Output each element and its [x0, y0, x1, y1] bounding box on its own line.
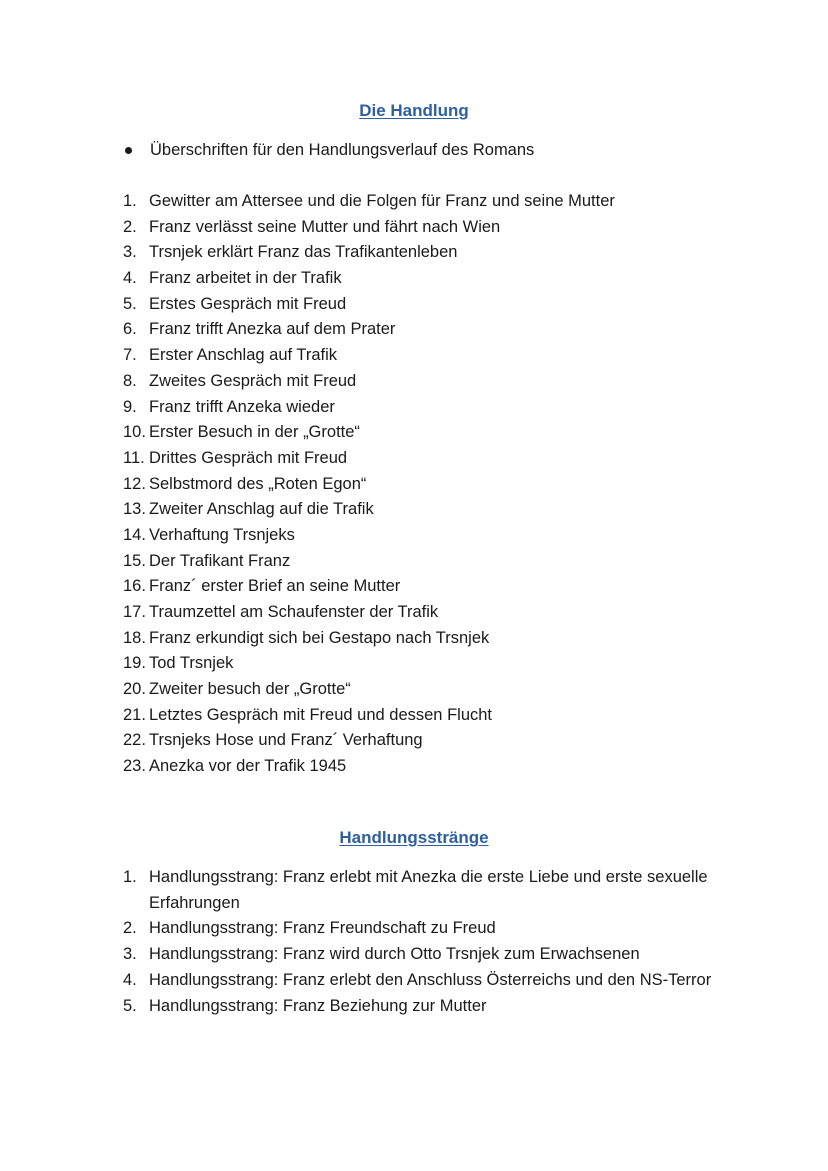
list-item-number: 3.	[123, 945, 137, 964]
list-item-number: 15.	[123, 551, 146, 570]
list-item-text: Erster Besuch in der „Grotte“	[149, 423, 360, 442]
list-item-text: Zweites Gespräch mit Freud	[149, 371, 357, 390]
list-item	[123, 755, 723, 781]
list-item-text: Erstes Gespräch mit Freud	[149, 294, 347, 313]
list-item-text: Drittes Gespräch mit Freud	[149, 448, 348, 467]
list-item-number: 11.	[123, 448, 145, 467]
list-item	[123, 498, 723, 524]
list-item-number: 21.	[123, 705, 146, 724]
list-item	[123, 318, 723, 344]
list-item-number: 10.	[123, 423, 146, 442]
bullet-text: Überschriften für den Handlungsverlauf des Romans	[150, 141, 535, 159]
list-item-text: Gewitter am Attersee und die Folgen für Franz und seine Mutter	[149, 192, 615, 210]
list-item	[123, 473, 723, 499]
list-item-text: Franz arbeitet in der Trafik	[149, 269, 342, 288]
list-item-number: 5.	[123, 294, 137, 313]
list-item-text: Franz´ erster Brief an seine Mutter	[149, 577, 401, 596]
list-item-text: Handlungsstrang: Franz wird durch Otto Trsnjek zum Erwachsenen	[149, 945, 640, 964]
list-item	[123, 267, 723, 293]
list-item-number: 6.	[123, 320, 137, 339]
list-item	[123, 704, 723, 730]
list-item-text: Franz trifft Anzeka wieder	[149, 397, 335, 416]
list-item	[123, 968, 713, 994]
list-item-text: Verhaftung Trsnjeks	[149, 525, 295, 544]
list-item-number: 20.	[123, 680, 146, 699]
list-item	[123, 627, 723, 653]
list-item-number: 12.	[123, 474, 146, 493]
list-item-text: Traumzettel am Schaufenster der Trafik	[149, 603, 439, 621]
list-item-number: 2.	[123, 919, 137, 938]
list-item-text: Erster Anschlag auf Trafik	[149, 346, 338, 365]
list-item	[123, 293, 723, 319]
list-item-text: Anezka vor der Trafik 1945	[149, 757, 347, 776]
list-item-number: 4.	[123, 269, 137, 288]
list-item	[123, 241, 723, 267]
bullet-item	[123, 139, 534, 161]
list-item-text: Handlungsstrang: Franz erlebt mit Anezka die erste Liebe und erste sexuelle Erfahrungen	[149, 868, 708, 912]
list-item	[123, 652, 723, 678]
list-item-text: Der Trafikant Franz	[149, 551, 291, 570]
list-item-number: 18.	[123, 628, 146, 647]
list-item-number: 16.	[123, 577, 146, 596]
list-item-text: Selbstmord des „Roten Egon“	[149, 474, 367, 493]
list-item-text: Franz verlässt seine Mutter und fährt nach Wien	[149, 217, 501, 236]
section-heading-die-handlung: Die Handlung	[359, 101, 469, 120]
list-item-number: 22.	[123, 731, 146, 750]
list-item	[123, 942, 713, 968]
list-item	[123, 190, 723, 216]
list-item	[123, 524, 723, 550]
list-item-number: 5.	[123, 996, 137, 1015]
list-item	[123, 216, 723, 242]
list-item	[123, 344, 723, 370]
list-item	[123, 916, 713, 942]
list-item-text: Handlungsstrang: Franz erlebt den Anschluss Österreichs und den NS-Terror	[149, 970, 712, 989]
list-item-number: 17.	[123, 603, 146, 621]
list-item	[123, 865, 713, 916]
list-item-number: 1.	[123, 192, 137, 210]
list-item-text: Handlungsstrang: Franz Beziehung zur Mutter	[149, 996, 487, 1015]
list-item-text: Letztes Gespräch mit Freud und dessen Flucht	[149, 705, 493, 724]
list-item	[123, 421, 723, 447]
list-item-text: Zweiter besuch der „Grotte“	[149, 680, 351, 699]
list-item	[123, 678, 723, 704]
list-item-number: 14.	[123, 525, 146, 544]
list-item-text: Tod Trsnjek	[149, 654, 234, 673]
list-item	[123, 396, 723, 422]
list-item-text: Trsnjeks Hose und Franz´ Verhaftung	[149, 731, 423, 750]
list-item	[123, 447, 723, 473]
list-item	[123, 370, 723, 396]
list-item-number: 3.	[123, 243, 137, 262]
list-item-number: 7.	[123, 346, 137, 365]
list-item	[123, 994, 713, 1020]
list-item-number: 2.	[123, 217, 137, 236]
list-item-text: Franz trifft Anezka auf dem Prater	[149, 320, 396, 339]
list-item-number: 9.	[123, 397, 137, 416]
list-item-text: Trsnjek erklärt Franz das Trafikantenleben	[149, 243, 458, 262]
list-item	[123, 550, 723, 576]
bullet-icon	[125, 147, 132, 154]
list-item-number: 4.	[123, 970, 137, 989]
list-item-number: 1.	[123, 868, 137, 886]
list-item-number: 13.	[123, 500, 146, 519]
list-item-text: Franz erkundigt sich bei Gestapo nach Trsnjek	[149, 628, 490, 647]
list-item-text: Zweiter Anschlag auf die Trafik	[149, 500, 374, 519]
list-item-number: 23.	[123, 757, 146, 776]
list-item	[123, 575, 723, 601]
list-item-number: 8.	[123, 371, 137, 390]
event-list	[123, 190, 723, 781]
strand-list	[123, 865, 713, 1019]
list-item	[123, 601, 723, 627]
list-item-number: 19.	[123, 654, 146, 673]
section-heading-handlungsstraenge: Handlungsstränge	[339, 828, 489, 847]
list-item-text: Handlungsstrang: Franz Freundschaft zu Freud	[149, 919, 496, 938]
list-item	[123, 729, 723, 755]
